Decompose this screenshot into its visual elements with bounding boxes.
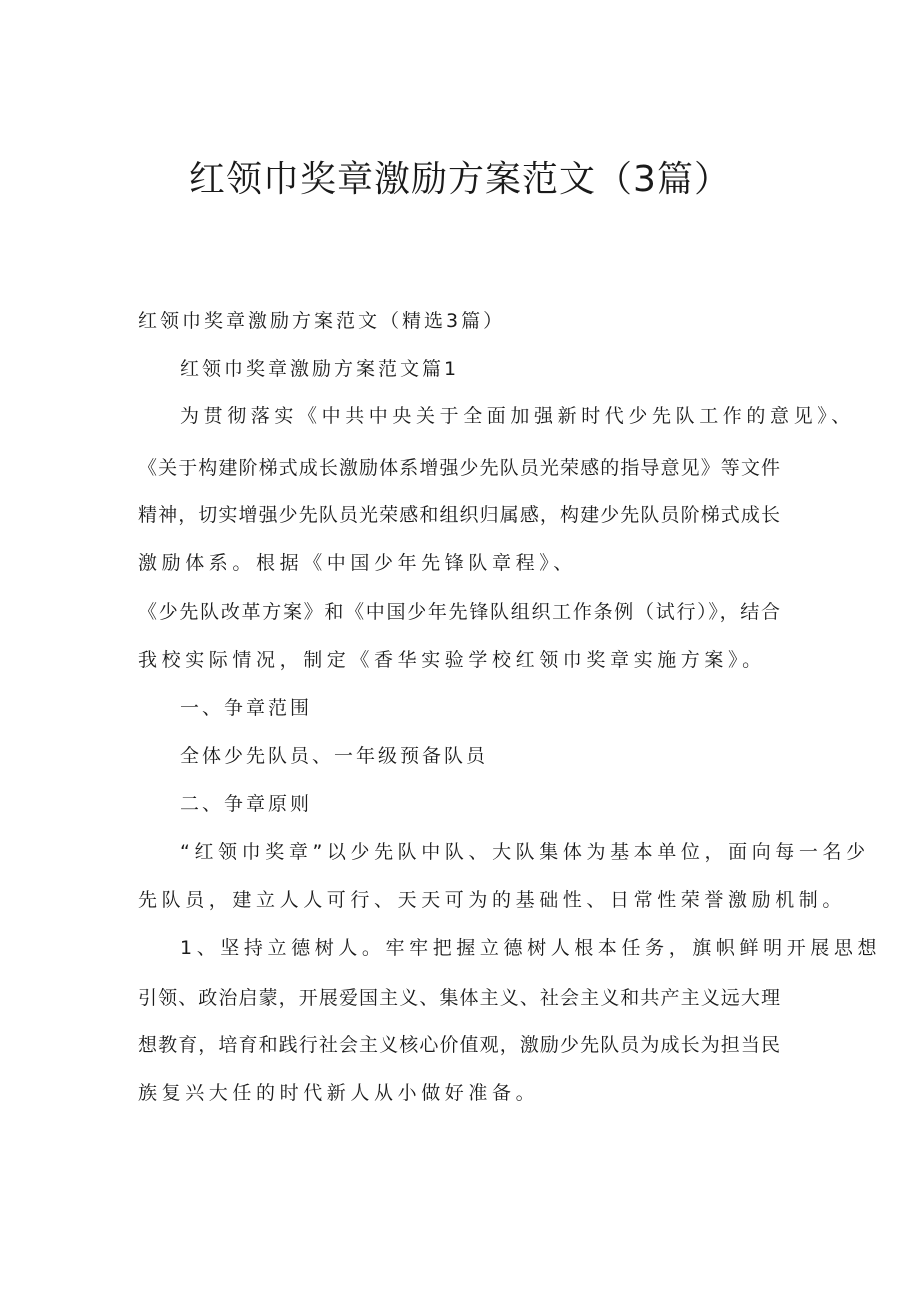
paragraph1-line-5: 《少先队改革方案》和《中国少年先锋队组织工作条例（试行）》，结合 (138, 601, 780, 623)
principle-1-line-1: 1、坚持立德树人。牢牢把握立德树人根本任务，旗帜鲜明开展思想 (180, 937, 882, 959)
paragraph1-line-6: 我校实际情况，制定《香华实验学校红领巾奖章实施方案》。 (138, 649, 766, 671)
heading-principle: 二、争章原则 (180, 793, 313, 815)
principle-1-line-4: 族复兴大任的时代新人从小做好准备。 (138, 1082, 540, 1104)
paragraph1-line-3: 精神，切实增强少先队员光荣感和组织归属感，构建少先队员阶梯式成长 (138, 504, 780, 526)
paragraph1-line-1: 为贯彻落实《中共中央关于全面加强新时代少先队工作的意见》、 (180, 405, 855, 427)
principle-1-line-2: 引领、政治启蒙，开展爱国主义、集体主义、社会主义和共产主义远大理 (138, 987, 780, 1009)
document-subtitle: 红领巾奖章激励方案范文（精选3篇） (138, 310, 506, 332)
principle-1-line-3: 想教育，培育和践行社会主义核心价值观，激励少先队员为成长为担当民 (138, 1034, 780, 1056)
principle-intro-line-1: “红领巾奖章”以少先队中队、大队集体为基本单位，面向每一名少 (180, 841, 870, 863)
paragraph1-line-4: 激励体系。根据《中国少年先锋队章程》、 (138, 552, 577, 574)
scope-text: 全体少先队员、一年级预备队员 (180, 745, 489, 767)
paragraph1-line-2: 《关于构建阶梯式成长激励体系增强少先队员光荣感的指导意见》等文件 (138, 457, 780, 479)
principle-intro-line-2: 先队员，建立人人可行、天天可为的基础性、日常性荣誉激励机制。 (138, 889, 847, 911)
section-heading: 红领巾奖章激励方案范文篇1 (180, 358, 460, 380)
heading-scope: 一、争章范围 (180, 697, 313, 719)
document-title: 红领巾奖章激励方案范文（3篇） (189, 159, 731, 200)
